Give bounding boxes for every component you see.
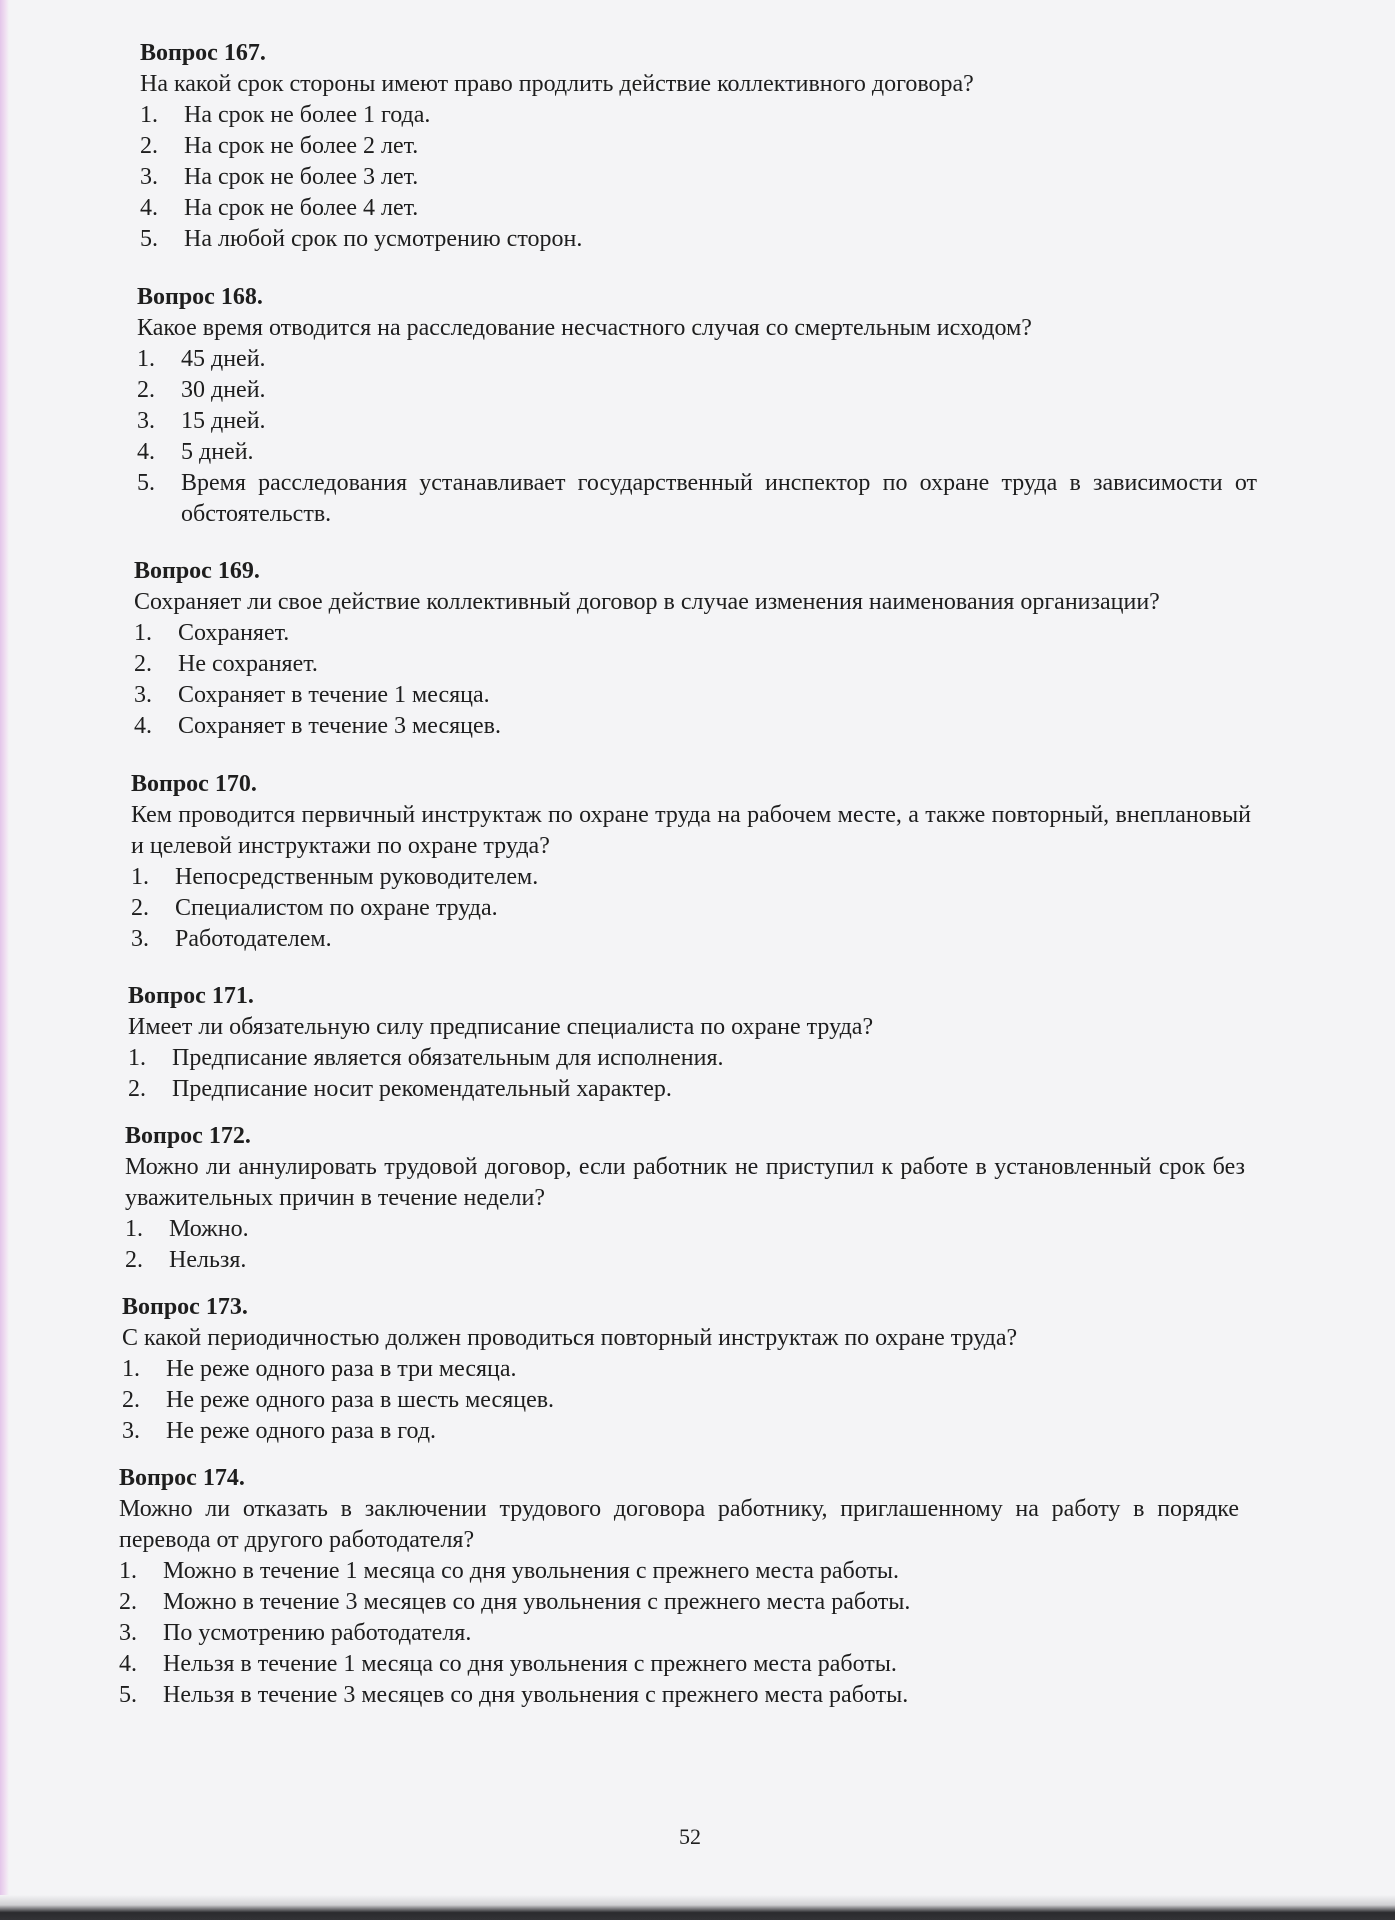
answer-number: 5. [140, 226, 158, 252]
answer-list [134, 618, 1270, 742]
answer-text: По усмотрению работодателя. [163, 1620, 472, 1646]
document-page [119, 38, 1270, 1711]
answer-number: 2. [122, 1387, 140, 1413]
scan-edge [0, 0, 9, 1920]
page-number: 52 [679, 1824, 701, 1849]
answer-option [131, 862, 1270, 893]
answer-text: 15 дней. [181, 408, 266, 434]
answer-text: Сохраняет. [178, 620, 290, 646]
answer-text: Можно в течение 1 месяца со дня увольнения с прежнего места работы. [163, 1558, 900, 1584]
answer-option [119, 1556, 1270, 1587]
answer-text: 30 дней. [181, 377, 266, 403]
answer-number: 1. [131, 864, 149, 890]
answer-number: 3. [137, 408, 155, 434]
answer-option [134, 680, 1270, 711]
answer-number: 2. [128, 1076, 146, 1102]
answer-option [122, 1385, 1270, 1416]
answer-number: 4. [134, 713, 152, 739]
answer-option [128, 1043, 1270, 1074]
answer-option [122, 1416, 1270, 1447]
answer-text: Время расследования устанавливает государственный инспектор по охране труда в зависимости от обстоятельств. [181, 470, 1257, 527]
answer-text: На срок не более 4 лет. [184, 195, 419, 221]
answer-number: 3. [140, 164, 158, 190]
question-block [119, 1463, 1270, 1711]
answer-number: 5. [137, 470, 155, 496]
question-block [140, 38, 1270, 255]
answer-number: 1. [140, 102, 158, 128]
answer-option [134, 618, 1270, 649]
answer-text: Предписание является обязательным для исполнения. [172, 1045, 724, 1071]
answer-option [119, 1649, 1270, 1680]
answer-option [140, 162, 1270, 193]
answer-option [140, 224, 1270, 255]
answer-option [119, 1680, 1270, 1711]
answer-list [128, 1043, 1270, 1105]
answer-text: 45 дней. [181, 346, 266, 372]
question-text: Сохраняет ли свое действие коллективный договор в случае изменения наименования организации? [134, 589, 1160, 615]
answer-text: Непосредственным руководителем. [175, 864, 539, 890]
answer-text: Не реже одного раза в год. [166, 1418, 437, 1444]
answer-option [119, 1618, 1270, 1649]
answer-list [122, 1354, 1270, 1447]
question-title: Вопрос 174. [119, 1465, 245, 1491]
answer-option [140, 193, 1270, 224]
answer-number: 1. [137, 346, 155, 372]
answer-option [137, 437, 1270, 468]
answer-option [131, 893, 1270, 924]
question-title: Вопрос 173. [122, 1294, 248, 1320]
answer-list [140, 100, 1270, 255]
answer-option [140, 131, 1270, 162]
question-block [134, 556, 1270, 742]
answer-text: Предписание носит рекомендательный характер. [172, 1076, 672, 1102]
answer-number: 2. [137, 377, 155, 403]
answer-text: На срок не более 3 лет. [184, 164, 419, 190]
answer-list [119, 1556, 1270, 1711]
question-title: Вопрос 172. [125, 1123, 251, 1149]
answer-option [119, 1587, 1270, 1618]
answer-number: 3. [122, 1418, 140, 1444]
question-block [137, 282, 1270, 530]
question-text: Можно ли отказать в заключении трудового договора работнику, приглашенному на работу в порядке перевода от другого работодателя? [119, 1496, 1239, 1553]
question-title: Вопрос 170. [131, 771, 257, 797]
answer-number: 1. [119, 1558, 137, 1584]
question-block [122, 1292, 1270, 1447]
answer-option [128, 1074, 1270, 1105]
answer-number: 3. [119, 1620, 137, 1646]
answer-text: Нельзя. [169, 1247, 247, 1273]
answer-text: Специалистом по охране труда. [175, 895, 498, 921]
answer-list [131, 862, 1270, 955]
answer-list [137, 344, 1270, 530]
answer-number: 1. [125, 1216, 143, 1242]
answer-option [125, 1245, 1270, 1276]
answer-number: 4. [119, 1651, 137, 1677]
question-text: Имеет ли обязательную силу предписание специалиста по охране труда? [128, 1014, 874, 1040]
answer-option [137, 375, 1270, 406]
answer-text: Можно в течение 3 месяцев со дня увольнения с прежнего места работы. [163, 1589, 911, 1615]
answer-number: 1. [128, 1045, 146, 1071]
question-text: Какое время отводится на расследование несчастного случая со смертельным исходом? [137, 315, 1032, 341]
answer-text: Нельзя в течение 3 месяцев со дня увольнения с прежнего места работы. [163, 1682, 909, 1708]
question-text: Кем проводится первичный инструктаж по охране труда на рабочем месте, а также повторный, внеплановый и целевой инструктажи по охране труда? [131, 802, 1251, 859]
question-title: Вопрос 169. [134, 558, 260, 584]
answer-text: 5 дней. [181, 439, 254, 465]
answer-number: 3. [131, 926, 149, 952]
answer-option [134, 649, 1270, 680]
answer-text: Можно. [169, 1216, 249, 1242]
answer-number: 1. [134, 620, 152, 646]
answer-number: 2. [140, 133, 158, 159]
answer-option [137, 406, 1270, 437]
answer-number: 1. [122, 1356, 140, 1382]
question-text: На какой срок стороны имеют право продлить действие коллективного договора? [140, 71, 974, 97]
answer-text: Сохраняет в течение 1 месяца. [178, 682, 490, 708]
question-block [131, 769, 1270, 955]
answer-number: 2. [131, 895, 149, 921]
answer-number: 4. [137, 439, 155, 465]
answer-text: На срок не более 2 лет. [184, 133, 419, 159]
answer-number: 2. [134, 651, 152, 677]
question-text: Можно ли аннулировать трудовой договор, если работник не приступил к работе в установленный срок без уважительных причин в течение недели? [125, 1154, 1245, 1211]
answer-option [140, 100, 1270, 131]
answer-number: 4. [140, 195, 158, 221]
answer-option [125, 1214, 1270, 1245]
answer-option [137, 468, 1270, 530]
answer-number: 3. [134, 682, 152, 708]
answer-list [125, 1214, 1270, 1276]
answer-option [122, 1354, 1270, 1385]
answer-text: На срок не более 1 года. [184, 102, 431, 128]
answer-option [137, 344, 1270, 375]
answer-number: 5. [119, 1682, 137, 1708]
question-block [125, 1121, 1270, 1276]
answer-text: Работодателем. [175, 926, 332, 952]
answer-text: Сохраняет в течение 3 месяцев. [178, 713, 501, 739]
answer-text: На любой срок по усмотрению сторон. [184, 226, 583, 252]
answer-text: Не реже одного раза в шесть месяцев. [166, 1387, 555, 1413]
scan-bottom-edge [0, 1895, 1395, 1920]
question-block [128, 981, 1270, 1105]
question-text: С какой периодичностью должен проводиться повторный инструктаж по охране труда? [122, 1325, 1018, 1351]
question-title: Вопрос 168. [137, 284, 263, 310]
answer-option [134, 711, 1270, 742]
answer-text: Нельзя в течение 1 месяца со дня увольнения с прежнего места работы. [163, 1651, 897, 1677]
question-title: Вопрос 167. [140, 40, 266, 66]
question-title: Вопрос 171. [128, 983, 254, 1009]
answer-text: Не сохраняет. [178, 651, 318, 677]
answer-number: 2. [125, 1247, 143, 1273]
answer-text: Не реже одного раза в три месяца. [166, 1356, 517, 1382]
answer-number: 2. [119, 1589, 137, 1615]
answer-option [131, 924, 1270, 955]
